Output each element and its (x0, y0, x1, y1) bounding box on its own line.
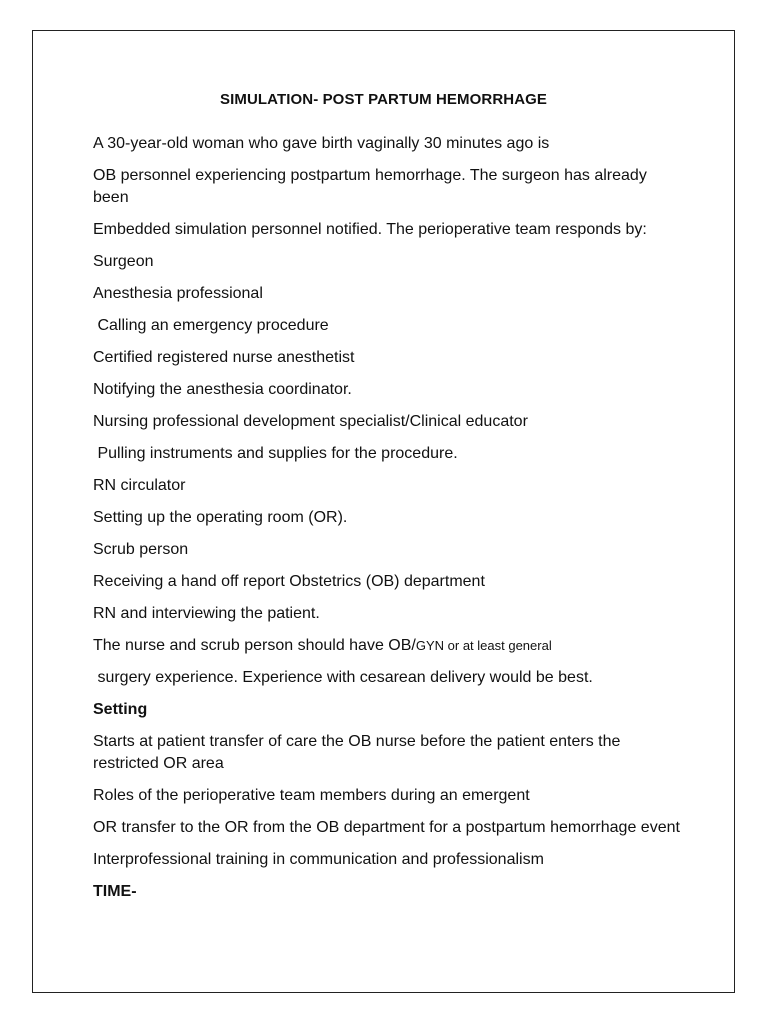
paragraph: Roles of the perioperative team members during an emergent (93, 787, 530, 804)
paragraph: RN circulator (93, 477, 186, 494)
paragraph: Certified registered nurse anesthetist (93, 349, 355, 366)
paragraph-main-text: The nurse and scrub person should have OB/ (93, 637, 416, 654)
document-page (32, 30, 735, 993)
paragraph-small-suffix: GYN or at least general (415, 638, 552, 653)
paragraph: OR transfer to the OR from the OB department for a postpartum hemorrhage event (93, 819, 680, 836)
paragraph: A 30-year-old woman who gave birth vaginally 30 minutes ago is (93, 135, 550, 152)
document-title: SIMULATION- POST PARTUM HEMORRHAGE (220, 91, 547, 108)
paragraph: OB personnel experiencing postpartum hemorrhage. The surgeon has already been (93, 167, 652, 206)
document-body (93, 133, 683, 913)
paragraph: surgery experience. Experience with cesarean delivery would be best. (93, 669, 593, 686)
paragraph: Receiving a hand off report Obstetrics (OB) department (93, 573, 485, 590)
paragraph: Pulling instruments and supplies for the procedure. (93, 445, 458, 462)
paragraph: Scrub person (93, 541, 189, 558)
paragraph: Nursing professional development specialist/Clinical educator (93, 413, 528, 430)
paragraph: Anesthesia professional (93, 285, 263, 302)
paragraph: Starts at patient transfer of care the OB nurse before the patient enters the restricted OR area (93, 733, 625, 772)
section-heading-setting: Setting (93, 701, 148, 718)
paragraph: Surgeon (93, 253, 154, 270)
paragraph: Calling an emergency procedure (93, 317, 329, 334)
section-heading-time: TIME- (93, 883, 137, 900)
paragraph: Setting up the operating room (OR). (93, 509, 348, 526)
paragraph: Notifying the anesthesia coordinator. (93, 381, 352, 398)
paragraph: RN and interviewing the patient. (93, 605, 320, 622)
paragraph: Interprofessional training in communication and professionalism (93, 851, 544, 868)
paragraph: Embedded simulation personnel notified. The perioperative team responds by: (93, 221, 647, 238)
paragraph-with-small-suffix (93, 635, 683, 657)
